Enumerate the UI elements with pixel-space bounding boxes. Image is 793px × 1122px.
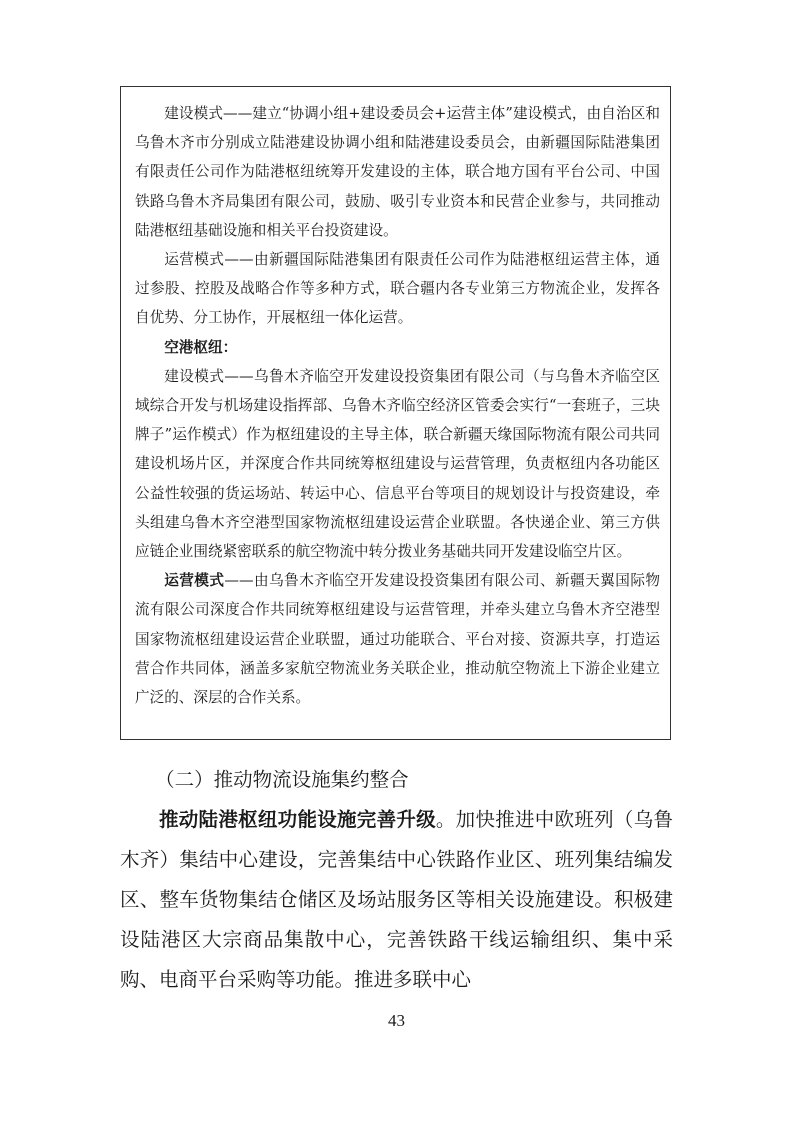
airport-operation-mode-text: ——由乌鲁木齐临空开发建设投资集团有限公司、新疆天翼国际物流有限公司深度合作共同统筹枢纽建设与运营管理，并牵头建立乌鲁木齐空港型国家物流枢纽建设运营企业联盟，通过功能联合、平台对接、资源共享，打造运营合作共同体，涵盖多家航空物流业务关联企业，推动航空物流上下游企业建立广泛的、深层的合作关系。	[135, 572, 660, 707]
airport-hub-subheading: 空港枢纽：	[164, 338, 238, 356]
section-2	[120, 760, 673, 1000]
info-box-content	[135, 99, 660, 712]
airport-operation-mode	[135, 566, 660, 712]
section-body-lead: 推动陆港枢纽功能设施完善升级	[159, 808, 436, 831]
section-body-text: 。加快推进中欧班列（乌鲁木齐）集结中心建设，完善集结中心铁路作业区、班列集结编发区、整车货物集结仓储区及场站服务区等相关设施建设。积极建设陆港区大宗商品集散中心，完善铁路干线运输组织、集中采购、电商平台采购等功能。推进多联中心	[120, 808, 673, 991]
land-port-operation-mode: 运营模式——由新疆国际陆港集团有限责任公司作为陆港枢纽运营主体，通过参股、控股及战略合作等多种方式，联合疆内各专业第三方物流企业，发挥各自优势、分工协作，开展枢纽一体化运营。	[135, 251, 660, 327]
airport-construction-mode: 建设模式——乌鲁木齐临空开发建设投资集团有限公司（与乌鲁木齐临空区域综合开发与机场建设指挥部、乌鲁木齐临空经济区管委会实行“一套班子，三块牌子”运作模式）作为枢纽建设的主导主体，联合新疆天缘国际物流有限公司共同建设机场片区，并深度合作共同统筹枢纽建设与运营管理，负责枢纽内各功能区公益性较强的货运场站、转运中心、信息平台等项目的规划设计与投资建设，牵头组建乌鲁木齐空港型国家物流枢纽建设运营企业联盟。各快递企业、第三方供应链企业围绕紧密联系的航空物流中转分拨业务基础共同开发建设临空片区。	[135, 367, 660, 561]
info-box	[120, 86, 671, 740]
land-port-construction-mode: 建设模式——建立“协调小组+建设委员会+运营主体”建设模式，由自治区和乌鲁木齐市分别成立陆港建设协调小组和陆港建设委员会，由新疆国际陆港集团有限责任公司作为陆港枢纽统筹开发建设的主体，联合地方国有平台公司、中国铁路乌鲁木齐局集团有限公司，鼓励、吸引专业资本和民营企业参与，共同推动陆港枢纽基础设施和相关平台投资建设。	[135, 105, 660, 239]
page-number: 43	[388, 1011, 405, 1030]
airport-operation-mode-lead: 运营模式	[164, 572, 225, 590]
section-heading: （二）推动物流设施集约整合	[155, 768, 409, 791]
section-body	[120, 800, 673, 1000]
